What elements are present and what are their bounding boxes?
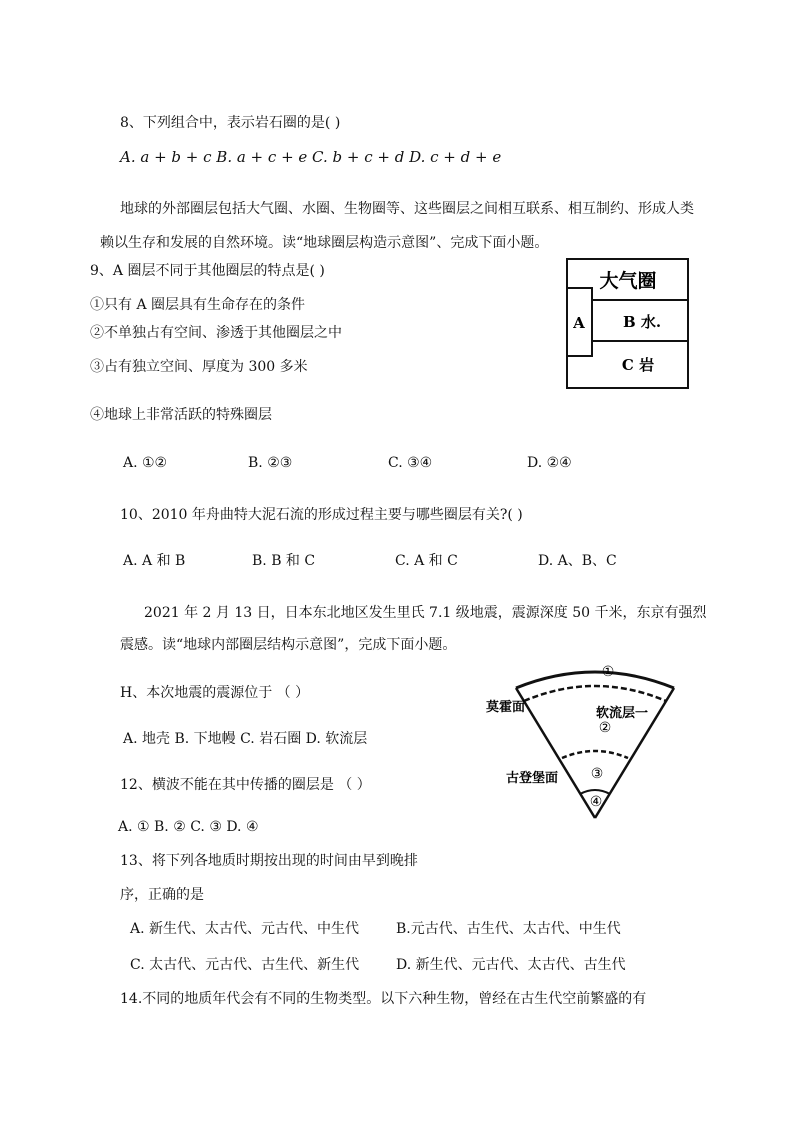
intro1-line1: 地球的外部圈层包括大气圈、水圈、生物圈等、这些圈层之间相互联系、相互制约、形成人类 bbox=[120, 201, 694, 217]
q8-stem: 8、下列组合中，表示岩石圈的是( ) bbox=[120, 115, 341, 131]
label-gutenberg: 古登堡面 bbox=[506, 771, 559, 786]
q9-option-c: C. ③④ bbox=[388, 455, 433, 471]
q9-stem: 9、A 圈层不同于其他圈层的特点是( ) bbox=[90, 263, 325, 279]
q9-statement-2: ②不单独占有空间、渗透于其他圈层之中 bbox=[90, 325, 342, 341]
q13-option-d: D. 新生代、元古代、太古代、古生代 bbox=[396, 957, 626, 973]
q13-stem-line2: 序，正确的是 bbox=[120, 887, 204, 903]
q12-options: A. ① B. ② C. ③ D. ④ bbox=[118, 819, 259, 835]
q10-option-d: D. A、B、C bbox=[538, 553, 617, 569]
intro1-line2: 赖以生存和发展的自然环境。读“地球圈层构造示意图”、完成下面小题。 bbox=[100, 235, 549, 251]
label-layer-4: ④ bbox=[589, 794, 603, 810]
q11-stem: H、本次地震的震源位于 （ ） bbox=[120, 685, 310, 701]
q13-option-b: B.元古代、古生代、太古代、中生代 bbox=[396, 921, 621, 937]
q9-statement-3: ③占有独立空间、厚度为 300 多米 bbox=[90, 359, 308, 375]
q14-stem: 14.不同的地质年代会有不同的生物类型。以下六种生物，曾经在古生代空前繁盛的有 bbox=[120, 991, 647, 1007]
q9-statement-1: ①只有 A 圈层具有生命存在的条件 bbox=[90, 297, 306, 313]
label-a: A bbox=[573, 314, 585, 332]
earth-spheres-diagram bbox=[560, 256, 692, 390]
label-layer-3: ③ bbox=[590, 766, 604, 782]
intro2-line2: 震感。读“地球内部圈层结构示意图”，完成下面小题。 bbox=[120, 637, 457, 653]
label-moho: 莫霍面 bbox=[486, 700, 526, 715]
label-asthenosphere: 软流层一 bbox=[596, 706, 649, 721]
q9-option-d: D. ②④ bbox=[527, 455, 572, 471]
q9-option-a: A. ①② bbox=[123, 455, 168, 471]
label-atmosphere: 大气圈 bbox=[599, 270, 657, 292]
q10-option-a: A. A 和 B bbox=[123, 553, 186, 569]
q10-stem: 10、2010 年舟曲特大泥石流的形成过程主要与哪些圈层有关?( ) bbox=[120, 507, 523, 523]
q10-option-c: C. A 和 C bbox=[395, 553, 458, 569]
q13-stem-line1: 13、将下列各地质时期按出现的时间由早到晚排 bbox=[120, 853, 418, 869]
q12-stem: 12、横波不能在其中传播的圈层是 （ ） bbox=[120, 777, 371, 793]
earth-interior-diagram bbox=[480, 658, 690, 824]
q13-option-a: A. 新生代、太古代、元古代、中生代 bbox=[130, 921, 360, 937]
label-layer-2: ② bbox=[598, 720, 612, 736]
q13-option-c: C. 太古代、元古代、古生代、新生代 bbox=[130, 957, 360, 973]
q10-option-b: B. B 和 C bbox=[252, 553, 316, 569]
label-layer-1: ① bbox=[601, 664, 615, 680]
q9-option-b: B. ②③ bbox=[248, 455, 293, 471]
intro2-line1: 2021 年 2 月 13 日，日本东北地区发生里氏 7.1 级地震，震源深度 50 千米，东京有强烈 bbox=[144, 605, 707, 621]
label-hydrosphere: B 水. bbox=[622, 313, 662, 331]
label-lithosphere: C 岩 bbox=[621, 356, 655, 374]
q9-statement-4: ④地球上非常活跃的特殊圈层 bbox=[90, 407, 272, 423]
q8-options: A. a + b + c B. a + c + e C. b + c + d D. c + d + e bbox=[120, 148, 502, 166]
q11-options: A. 地壳 B. 下地幔 C. 岩石圈 D. 软流层 bbox=[123, 731, 368, 747]
